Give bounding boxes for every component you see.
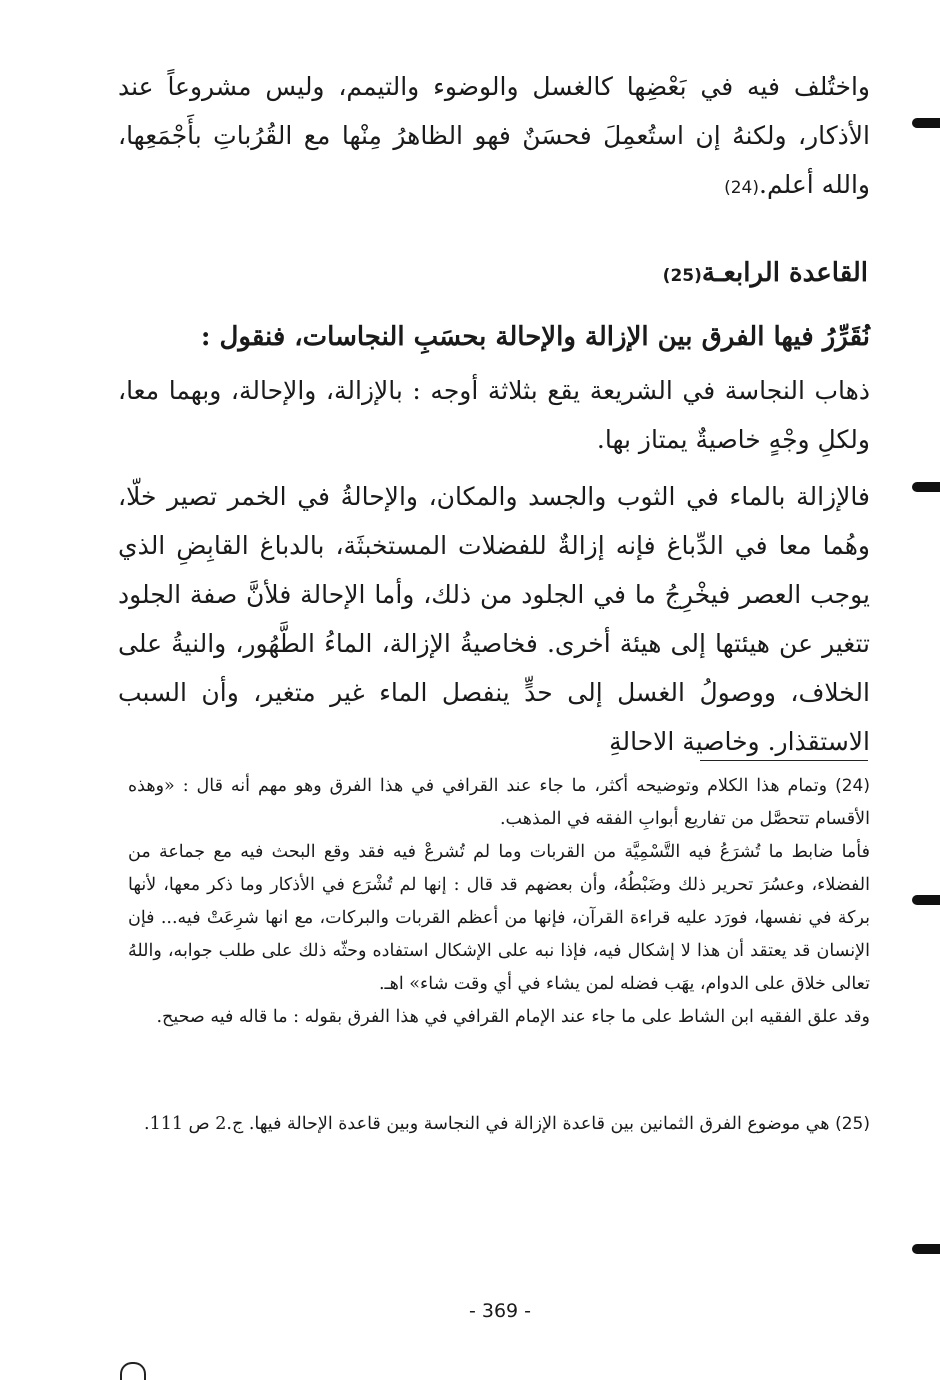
footnote-24-para-2: فأما ضابط ما تُشرَعُ فيه التَّسْمِيَّة من القربات وما لم تُشرعْ فيه فقد وقع البحث فيه مع جماعة من الفضلاء، وعسُرَ تحرير ذلك وضَبْطُهُ، وأن بعضهم قد قال : إنها لم تُشْرَع في الأذكار وما ذكر معها، لأنها بركة في نفسها، فورَد عليه قراءة القرآن، فإنها من أعظم القربات والبركات، مع انها شرِعَتْ فيه... فإن الإنسان قد يعتقد أن هذا لا إشكال فيه، فإذا نبه على الإشكال استفاده وحثّه ذلك على طلب جوابه، واللهُ تعالى خلاق على الدوام، يهَب فضله لمن يشاء في أي وقت شاء» اهـ. xyxy=(128,842,870,994)
footnote-24-para-3: وقد علق الفقيه ابن الشاط على ما جاء عند الإمام القرافي في هذا الفرق بقوله : ما قاله فيه صحيح. xyxy=(156,1007,870,1027)
rule-subheading: نُقَرِّرُ فيها الفرق بين الإزالة والإحالة بحسَبِ النجاسات، فنقول : xyxy=(200,322,870,352)
scan-corner-mark xyxy=(120,1362,146,1380)
footnote-separator xyxy=(700,760,868,761)
footnote-24-para-1: (24) وتمام هذا الكلام وتوضيحه أكثر، ما جاء عند القرافي في هذا الفرق وهو مهم أنه قال : «وهذه الأقسام تتحصَّل من تفاريع أبوابِ الفقه في المذهب. xyxy=(128,776,870,829)
footnote-24-number: (24) xyxy=(835,776,870,796)
footnote-ref-25[interactable]: (25) xyxy=(662,266,702,286)
footnote-ref-24[interactable]: (24) xyxy=(724,178,759,198)
intro-paragraph-text: واختُلف فيه في بَعْضِها كالغسل والوضوء والتيمم، وليس مشروعاً عند الأذكار، ولكنهُ إن استُعمِلَ فحسَنٌ فهو الظاهرُ مِنْها مع القُرُباتِ بأَجْمَعِها، والله أعلم. xyxy=(118,72,870,199)
intro-paragraph xyxy=(118,62,870,213)
footnote-25-para-1: (25) هي موضوع الفرق الثمانين بين قاعدة الإزالة في النجاسة وبين قاعدة الإحالة فيها. ج.2 ص 111. xyxy=(143,1114,870,1134)
rule-heading-text: القاعدة الرابعـة xyxy=(701,258,868,288)
scan-edge-mark xyxy=(912,895,940,905)
rule-heading xyxy=(663,258,868,288)
footnote-25-number: (25) xyxy=(835,1114,870,1134)
scan-edge-mark xyxy=(912,1244,940,1254)
paragraph-2: فالإزالة بالماء في الثوب والجسد والمكان، والإحالةُ في الخمر تصير خلّا، وهُما معا في الدِّباغ فإنه إزالةٌ للفضلات المستخبثَة، بالدباغ القابِضِ الذي يوجب العصر فيخْرِجُ ما في الجلود من ذلك، وأما الإحالة فلأنَّ صفة الجلود تتغير عن هيئتها إلى هيئة أخرى. فخاصيةُ الإزالة، الماءُ الطَّهُور، والنيةُ على الخلاف، ووصولُ الغسل إلى حدٍّ ينفصل الماء غير متغير، وأن السبب الاستقذار. وخاصية الاحالةِ xyxy=(118,482,870,756)
scan-edge-mark xyxy=(912,118,940,128)
paragraph-1: ذهاب النجاسة في الشريعة يقع بثلاثة أوجه : بالإزالة، والإحالة، وبهما معا، ولكلِ وجْهٍ خاصيةٌ يمتاز بها. xyxy=(118,376,870,454)
page-number: - 369 - xyxy=(468,1300,532,1322)
footnote-24 xyxy=(128,770,870,1034)
scan-edge-mark xyxy=(912,482,940,492)
footnote-25 xyxy=(128,1108,870,1141)
